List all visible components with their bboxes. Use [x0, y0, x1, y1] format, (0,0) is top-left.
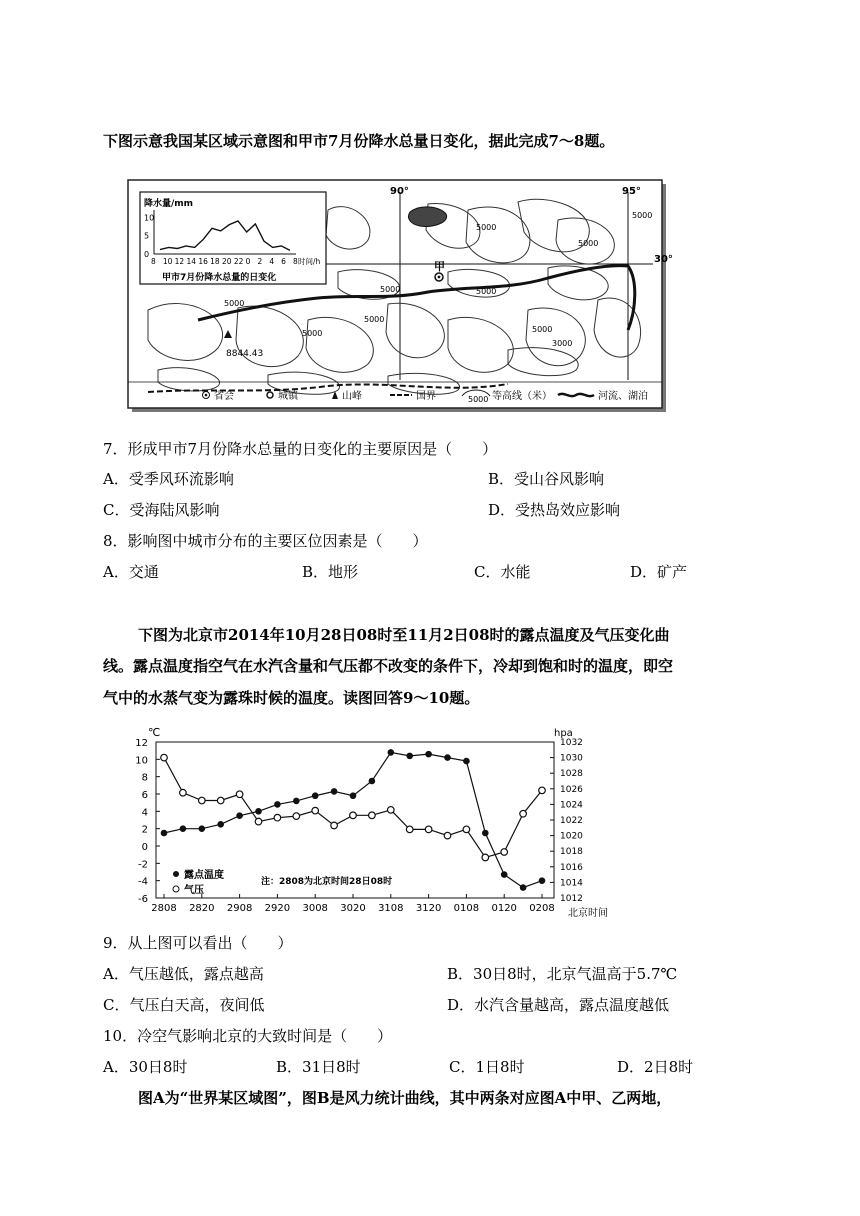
- left-tick-label: 12: [135, 738, 148, 749]
- dewpoint-point: [444, 754, 451, 761]
- region-map: [128, 180, 673, 414]
- chart-right-unit: hpa: [554, 728, 573, 739]
- pressure-point: [388, 807, 395, 814]
- x-tick-label: 3120: [415, 903, 442, 914]
- x-tick-label: 0120: [491, 903, 517, 914]
- inset-xtick-label: 18: [210, 257, 220, 266]
- pressure-point: [425, 826, 432, 833]
- q10-option-a[interactable]: A．30日8时: [103, 1058, 188, 1076]
- inset-xtick-label: 6: [281, 257, 286, 266]
- pressure-point: [312, 807, 319, 814]
- dewpoint-point: [501, 871, 508, 878]
- intro-text-2-line1: 下图为北京市2014年10月28日08时至11月2日08时的露点温度及气压变化曲: [138, 626, 670, 644]
- right-tick-label: 1026: [560, 784, 583, 795]
- intro-text-2-line3: 气中的水蒸气变为露珠时候的温度。读图回答9～10题。: [103, 689, 480, 707]
- dewpoint-point: [350, 792, 357, 799]
- inset-ytick-label: 10: [144, 213, 155, 223]
- dewpoint-pressure-chart: [118, 724, 628, 924]
- q7-option-c[interactable]: C．受海陆风影响: [103, 501, 220, 519]
- q9-option-a[interactable]: A．气压越低，露点越高: [103, 965, 264, 983]
- right-tick-label: 1022: [560, 816, 583, 826]
- contour-label: 5000: [476, 223, 497, 232]
- pressure-point: [199, 797, 206, 804]
- contour-label: 3000: [552, 339, 573, 348]
- pressure-point: [293, 813, 300, 820]
- inset-ytick-label: 5: [144, 231, 150, 241]
- dewpoint-point: [312, 792, 319, 799]
- q8-option-d[interactable]: D．矿产: [630, 563, 688, 581]
- inset-xtick-label: 0: [245, 257, 251, 266]
- contour-label: 5000: [364, 315, 385, 324]
- inset-ylabel: 降水量/mm: [144, 199, 194, 209]
- legend-peak: 山峰: [342, 391, 362, 402]
- right-tick-label: 1028: [560, 769, 583, 780]
- pressure-point: [463, 826, 470, 833]
- inset-xtick-label: 4: [269, 257, 275, 266]
- pressure-point: [217, 797, 224, 804]
- pressure-point: [350, 812, 357, 819]
- x-tick-label: 3108: [378, 903, 404, 914]
- dewpoint-point: [406, 753, 413, 760]
- dewpoint-point: [482, 830, 489, 837]
- dewpoint-point: [180, 825, 187, 832]
- contour-label: 5000: [302, 329, 323, 338]
- chart-left-unit: ℃: [148, 726, 161, 739]
- q8-option-c[interactable]: C．水能: [474, 563, 531, 581]
- q8-stem: 8．影响图中城市分布的主要区位因素是（ ）: [103, 532, 428, 550]
- legend-town: 城镇: [278, 391, 298, 402]
- intro-text-1: 下图示意我国某区域示意图和甲市7月份降水总量日变化，据此完成7～8题。: [103, 132, 615, 150]
- pressure-point: [482, 854, 489, 861]
- peak-height-label: 8844.43: [226, 349, 264, 359]
- dewpoint-point: [463, 758, 470, 765]
- dewpoint-point: [161, 830, 168, 837]
- right-tick-label: 1024: [560, 800, 583, 811]
- pressure-point: [274, 814, 281, 821]
- right-tick-label: 1020: [560, 831, 583, 842]
- dewpoint-point: [236, 812, 243, 819]
- lon-95-label: 95°: [622, 186, 641, 197]
- right-tick-label: 1016: [560, 862, 583, 873]
- dewpoint-point: [388, 749, 395, 756]
- left-tick-label: 2: [141, 824, 148, 836]
- left-tick-label: 8: [141, 772, 148, 784]
- q9-stem: 9．从上图可以看出（ ）: [103, 934, 293, 952]
- left-tick-label: -6: [138, 894, 148, 905]
- region-map-figure: [128, 180, 673, 418]
- q8-option-a[interactable]: A．交通: [103, 563, 159, 581]
- q10-option-b[interactable]: B．31日8时: [276, 1058, 361, 1076]
- dewpoint-point: [539, 877, 546, 884]
- inset-xtick-label: 2: [257, 257, 263, 266]
- dewpoint-point: [520, 884, 527, 891]
- left-tick-label: 4: [141, 807, 148, 819]
- x-tick-label: 0108: [453, 903, 480, 914]
- left-tick-label: 0: [141, 842, 148, 853]
- dewpoint-point: [425, 751, 432, 758]
- q8-option-b[interactable]: B．地形: [302, 563, 359, 581]
- dewpoint-point: [274, 801, 281, 808]
- x-tick-label: 3020: [340, 903, 366, 914]
- lon-90-label: 90°: [390, 186, 409, 197]
- x-tick-label: 2820: [189, 903, 215, 914]
- dewpoint-point: [331, 788, 338, 795]
- inset-xtick-label: 12: [174, 257, 185, 266]
- legend-capital: 省会: [214, 391, 234, 402]
- pressure-point: [236, 791, 243, 798]
- right-tick-label: 1030: [560, 753, 583, 764]
- pressure-point: [180, 789, 187, 796]
- legend-dewpoint: 露点温度: [184, 870, 224, 881]
- inset-xtick-label: 20: [222, 257, 232, 266]
- inset-xunit: 时间/h: [298, 257, 321, 266]
- pressure-point: [161, 754, 168, 761]
- inset-xtick-label: 10: [162, 257, 173, 266]
- pressure-point: [444, 832, 451, 839]
- pressure-point: [501, 849, 508, 856]
- inset-xtick-label: 22: [233, 257, 244, 266]
- pressure-point: [255, 818, 262, 825]
- q9-option-b[interactable]: B．30日8时，北京气温高于5.7℃: [447, 965, 678, 983]
- dewpoint-pressure-chart-figure: [118, 724, 628, 928]
- pressure-point: [539, 787, 546, 794]
- pressure-point: [331, 822, 338, 829]
- pressure-point: [520, 810, 527, 817]
- contour-label: 5000: [532, 325, 553, 334]
- contour-label: 5000: [632, 211, 653, 220]
- intro-text-2-line2: 线。露点温度指空气在水汽含量和气压都不改变的条件下，冷却到饱和时的温度，即空: [103, 657, 674, 675]
- right-tick-label: 1018: [560, 847, 583, 858]
- x-tick-label: 2808: [151, 903, 177, 914]
- q10-option-c[interactable]: C．1日8时: [449, 1058, 525, 1076]
- x-tick-label: 2920: [264, 903, 291, 914]
- x-tick-label: 0208: [529, 903, 555, 914]
- chart-xlabel: 北京时间: [568, 908, 608, 919]
- dewpoint-point: [293, 798, 300, 805]
- q7-option-a[interactable]: A．受季风环流影响: [103, 470, 234, 488]
- inset-title: 甲市7月份降水总量的日变化: [162, 273, 277, 283]
- inset-xtick-label: 16: [198, 257, 208, 266]
- q7-option-b[interactable]: B．受山谷风影响: [488, 470, 605, 488]
- x-tick-label: 2908: [226, 903, 253, 914]
- q7-option-d[interactable]: D．受热岛效应影响: [488, 501, 621, 519]
- dewpoint-point: [369, 778, 376, 785]
- contour-label: 5000: [380, 285, 401, 294]
- legend-contour-sample: 5000: [468, 395, 489, 404]
- contour-label: 5000: [224, 299, 245, 308]
- dewpoint-point: [217, 821, 224, 828]
- city-jia-label: 甲: [434, 260, 445, 273]
- lat-30-label: 30°: [654, 254, 673, 265]
- lake-shape: [408, 207, 446, 226]
- legend-pressure: 气压: [184, 885, 204, 896]
- pressure-point: [406, 826, 413, 833]
- intro-text-3: 图A为“世界某区域图”，图B是风力统计曲线，其中两条对应图A中甲、乙两地，: [138, 1089, 672, 1107]
- q7-stem: 7．形成甲市7月份降水总量的日变化的主要原因是（ ）: [103, 440, 498, 458]
- q10-stem: 10．冷空气影响北京的大致时间是（ ）: [103, 1027, 393, 1045]
- right-tick-label: 1012: [560, 894, 583, 904]
- q10-option-d[interactable]: D．2日8时: [617, 1058, 694, 1076]
- dewpoint-point: [255, 808, 262, 815]
- contour-label: 5000: [578, 239, 599, 248]
- inset-xtick-label: 8: [293, 257, 298, 266]
- left-tick-label: -4: [138, 876, 148, 888]
- legend-river: 河流、湖泊: [598, 391, 648, 402]
- contour-label: 5000: [476, 287, 497, 296]
- legend-border: 国界: [416, 391, 436, 402]
- left-tick-label: -2: [138, 859, 148, 871]
- left-tick-label: 10: [135, 755, 148, 767]
- x-tick-label: 3008: [302, 903, 328, 914]
- pressure-point: [369, 812, 376, 819]
- right-tick-label: 1032: [560, 738, 583, 748]
- chart-note: 注：2808为北京时间28日08时: [261, 877, 393, 887]
- right-tick-label: 1014: [560, 878, 583, 889]
- legend-contour: 等高线（米）: [492, 391, 552, 402]
- q9-option-c[interactable]: C．气压白天高，夜间低: [103, 996, 265, 1014]
- q9-option-d[interactable]: D．水汽含量越高，露点温度越低: [447, 996, 670, 1014]
- inset-xtick-label: 8: [151, 257, 156, 266]
- inset-xtick-label: 14: [186, 257, 197, 266]
- dewpoint-point: [199, 825, 206, 832]
- inset-ytick-label: 0: [144, 250, 150, 259]
- left-tick-label: 6: [141, 790, 148, 801]
